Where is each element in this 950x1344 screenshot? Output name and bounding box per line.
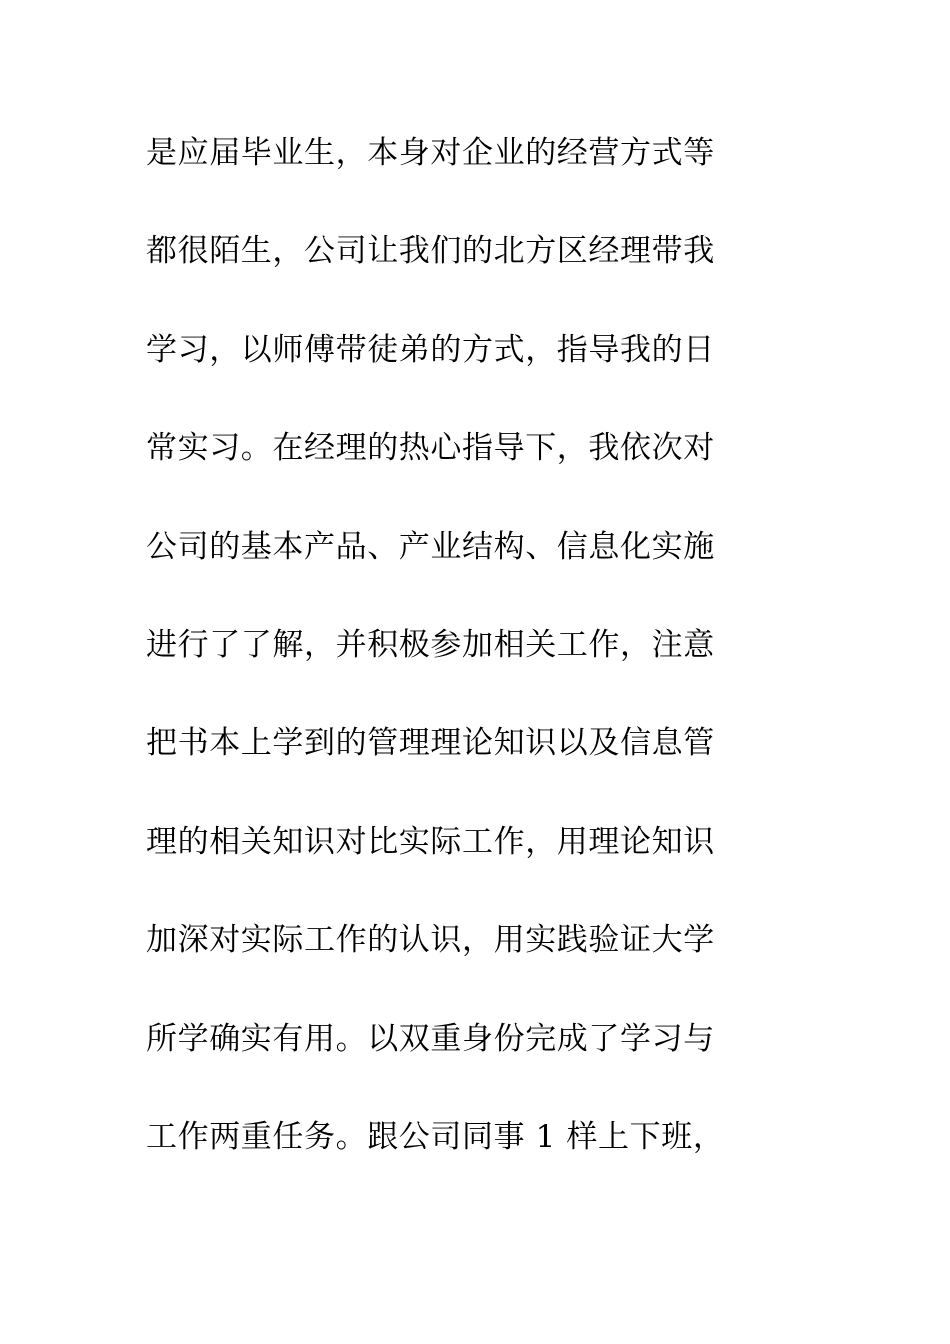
text-line: 是应届毕业生，本身对企业的经营方式等 bbox=[146, 135, 715, 171]
text-line: 学习，以师傅带徒弟的方式，指导我的日 bbox=[146, 331, 715, 368]
text-line: 工作两重任务。跟公司同事 1 样上下班， bbox=[146, 1118, 725, 1155]
text-line: 理的相关知识对比实际工作，用理论知识 bbox=[146, 823, 715, 860]
text-line: 加深对实际工作的认识，用实践验证大学 bbox=[146, 922, 715, 959]
text-line: 都很陌生，公司让我们的北方区经理带我 bbox=[146, 233, 715, 270]
text-line: 公司的基本产品、产业结构、信息化实施 bbox=[146, 528, 715, 565]
text-line: 所学确实有用。以双重身份完成了学习与 bbox=[146, 1020, 715, 1057]
body-paragraph bbox=[146, 128, 786, 1210]
text-line: 把书本上学到的管理理论知识以及信息管 bbox=[146, 725, 715, 762]
text-line: 常实习。在经理的热心指导下，我依次对 bbox=[146, 430, 715, 467]
text-line: 进行了了解，并积极参加相关工作，注意 bbox=[146, 626, 715, 663]
